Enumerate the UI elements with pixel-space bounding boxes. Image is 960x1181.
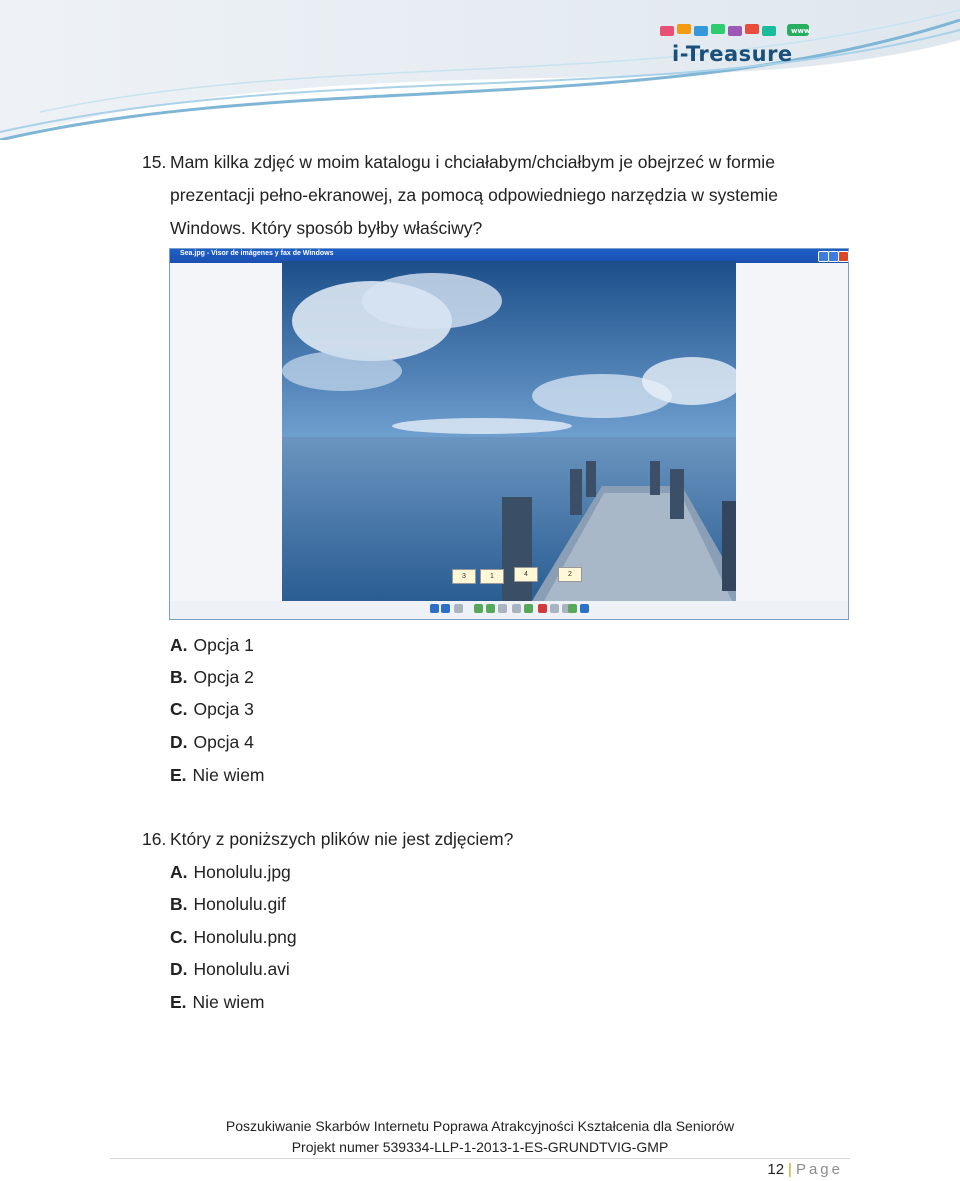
edit-icon[interactable]: [568, 604, 577, 613]
viewer-title: Sea.jpg - Visor de imágenes y fax de Windows: [180, 250, 334, 257]
q15-option-a[interactable]: A. Opcja 1: [170, 635, 254, 655]
sea-pier-photo: [282, 261, 736, 601]
q15-option-e[interactable]: E. Nie wiem: [170, 765, 265, 785]
q15-option-d[interactable]: D. Opcja 4: [170, 732, 254, 752]
previous-icon[interactable]: [430, 604, 439, 613]
q16-option-d[interactable]: D. Honolulu.avi: [170, 959, 290, 979]
logo-text: i-Treasure: [672, 42, 793, 66]
footer-divider: [110, 1158, 850, 1159]
q16-option-b[interactable]: B. Honolulu.gif: [170, 894, 286, 914]
question-15-line-1: Mam kilka zdjęć w moim katalogu i chciałabym/chciałbym je obejrzeć w formie: [170, 152, 775, 172]
next-icon[interactable]: [441, 604, 450, 613]
callout-3: 3: [452, 569, 476, 584]
zoom-out-icon[interactable]: [498, 604, 507, 613]
delete-icon[interactable]: [538, 604, 547, 613]
zoom-in-icon[interactable]: [486, 604, 495, 613]
callout-2: 2: [558, 567, 582, 582]
q16-option-c[interactable]: C. Honolulu.png: [170, 927, 297, 947]
q15-option-c[interactable]: C. Opcja 3: [170, 699, 254, 719]
callout-1: 1: [480, 569, 504, 584]
question-16-text: Który z poniższych plików nie jest zdjęciem?: [170, 829, 514, 849]
header-swoosh: [0, 0, 960, 140]
question-16-number: 16.: [142, 829, 167, 849]
viewer-toolbar: [170, 601, 848, 619]
question-15-number: 15.: [142, 152, 167, 172]
question-15-line-2: prezentacji pełno-ekranowej, za pomocą odpowiedniego narzędzia w systemie: [170, 185, 778, 205]
footer-line-1: Poszukiwanie Skarbów Internetu Poprawa Atrakcyjności Kształcenia dla Seniorów: [225, 1118, 735, 1134]
close-icon: [838, 251, 849, 262]
rotate-right-icon[interactable]: [524, 604, 533, 613]
image-viewer-screenshot: [169, 248, 849, 620]
footer-line-2: Projekt numer 539334-LLP-1-2013-1-ES-GRUNDTVIG-GMP: [291, 1139, 669, 1155]
slideshow-icon[interactable]: [474, 604, 483, 613]
q16-option-a[interactable]: A. Honolulu.jpg: [170, 862, 291, 882]
q15-option-b[interactable]: B. Opcja 2: [170, 667, 254, 687]
callout-4: 4: [514, 567, 538, 582]
q16-option-e[interactable]: E. Nie wiem: [170, 992, 265, 1012]
print-icon[interactable]: [550, 604, 559, 613]
logo-www: www: [791, 27, 811, 35]
best-fit-icon[interactable]: [454, 604, 463, 613]
rotate-left-icon[interactable]: [512, 604, 521, 613]
help-icon[interactable]: [580, 604, 589, 613]
question-15-line-3: Windows. Który sposób byłby właściwy?: [170, 218, 483, 238]
page-number: 12 | Page: [767, 1161, 843, 1178]
